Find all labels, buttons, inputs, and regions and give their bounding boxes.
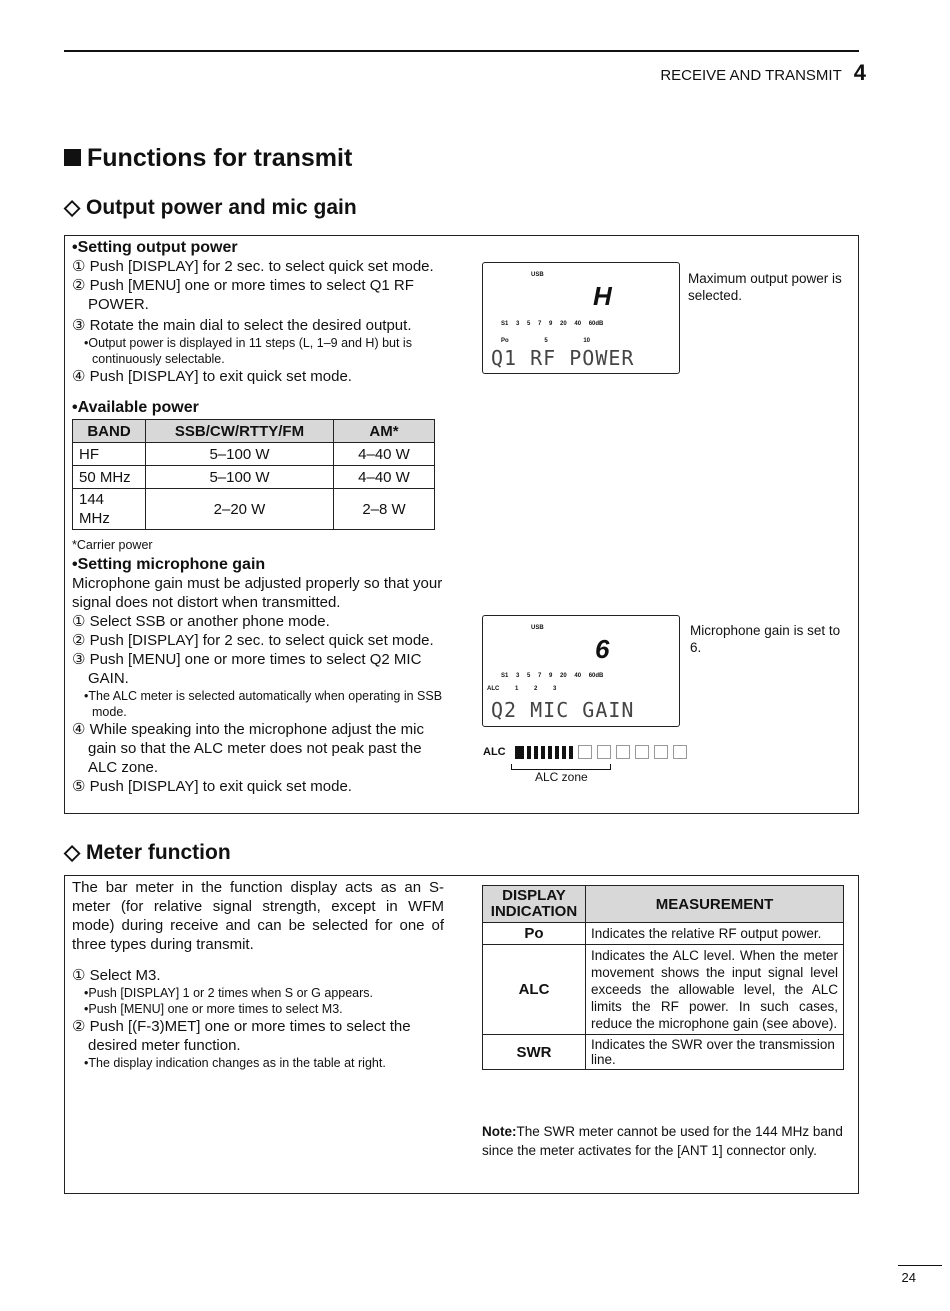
output-step-3: ③ Rotate the main dial to select the desired output. xyxy=(72,317,412,334)
table-row xyxy=(73,443,435,466)
available-power-heading: •Available power xyxy=(72,399,199,416)
lcd-display-mic-gain xyxy=(482,615,680,727)
meter-text-column xyxy=(72,878,444,1071)
table-cell: 5–100 W xyxy=(146,443,334,466)
meter-step-2-note: •The display indication changes as in the table at right. xyxy=(84,1056,386,1070)
output-power-column xyxy=(72,238,444,555)
table-row xyxy=(73,489,435,530)
display1-caption: Maximum output power is selected. xyxy=(688,271,842,303)
lcd-s-scale: S1 3 5 7 9 20 40 60dB xyxy=(501,321,604,327)
table-header: DISPLAY INDICATION xyxy=(483,886,586,923)
lcd-alc-scale: ALC 1 2 3 xyxy=(487,686,557,692)
swr-note xyxy=(482,1122,850,1160)
table-cell: Indicates the SWR over the transmission line. xyxy=(586,1035,844,1070)
note-label: Note: xyxy=(482,1124,517,1139)
alc-meter-label: ALC xyxy=(483,746,506,758)
table-cell: 50 MHz xyxy=(73,466,146,489)
table-cell: 144 MHz xyxy=(73,489,146,530)
table-header-row xyxy=(483,886,844,923)
table-cell: 2–20 W xyxy=(146,489,334,530)
table-row xyxy=(483,923,844,945)
output-step-2: ② Push [MENU] one or more times to select Q1 RF POWER. xyxy=(72,277,414,313)
alc-meter-segment xyxy=(569,746,573,759)
table-cell: HF xyxy=(73,443,146,466)
meter-step-1-note-2: •Push [MENU] one or more times to select M3. xyxy=(84,1002,343,1016)
table-header: AM* xyxy=(334,420,435,443)
display2-caption: Microphone gain is set to 6. xyxy=(690,623,841,655)
page-number: 24 xyxy=(901,1270,916,1285)
output-section-title: ◇ Output power and mic gain xyxy=(64,196,357,219)
table-cell: Indicates the relative RF output power. xyxy=(586,923,844,945)
mic-gain-heading: •Setting microphone gain xyxy=(72,556,266,573)
mic-step-3: ③ Push [MENU] one or more times to select Q2 MIC GAIN. xyxy=(72,651,422,687)
mic-step-1: ① Select SSB or another phone mode. xyxy=(72,613,330,630)
table-cell: Indicates the ALC level. When the meter movement shows the input signal level exceeds the allowable level, the ALC limits the RF power. In such cases, reduce the microphone gain (see above). xyxy=(586,945,844,1035)
square-bullet-icon xyxy=(64,149,81,166)
lcd-value: 6 xyxy=(595,634,610,664)
mic-step-2: ② Push [DISPLAY] for 2 sec. to select quick set mode. xyxy=(72,632,434,649)
page-title xyxy=(64,144,352,173)
alc-meter-segment xyxy=(534,746,538,759)
diamond-icon: ◇ xyxy=(64,841,81,864)
note-text: The SWR meter cannot be used for the 144 MHz band since the meter activates for the [ANT 1] connector only. xyxy=(482,1124,843,1158)
table-cell: 4–40 W xyxy=(334,443,435,466)
mic-gain-intro: Microphone gain must be adjusted properly so that your signal does not distort when transmitted. xyxy=(72,575,443,611)
setting-output-heading: •Setting output power xyxy=(72,239,238,256)
table-cell: 5–100 W xyxy=(146,466,334,489)
alc-meter-segment xyxy=(527,746,531,759)
lcd-mode: USB xyxy=(531,272,544,278)
alc-meter-segment xyxy=(515,746,524,759)
meter-step-1-note-1: •Push [DISPLAY] 1 or 2 times when S or G appears. xyxy=(84,986,374,1000)
alc-meter-segment xyxy=(562,746,566,759)
alc-zone-label: ALC zone xyxy=(535,770,588,784)
meter-function-table xyxy=(482,885,844,1070)
alc-meter-segment xyxy=(555,746,559,759)
table-header: BAND xyxy=(73,420,146,443)
section-name: RECEIVE AND TRANSMIT xyxy=(660,67,842,84)
lcd-s-scale: S1 3 5 7 9 20 40 60dB xyxy=(501,673,604,679)
alc-meter-empty-cell xyxy=(578,745,592,759)
lcd-value: H xyxy=(593,281,612,311)
table-cell: 4–40 W xyxy=(334,466,435,489)
meter-step-1: ① Select M3. xyxy=(72,967,161,984)
diamond-icon: ◇ xyxy=(64,196,81,219)
table-cell: Po xyxy=(483,923,586,945)
table-row xyxy=(483,945,844,1035)
alc-meter-empty-cell xyxy=(635,745,649,759)
table-row xyxy=(483,1035,844,1070)
running-header xyxy=(660,60,866,86)
footer-rule xyxy=(898,1265,942,1266)
alc-meter-empty-cell xyxy=(616,745,630,759)
alc-meter-segment xyxy=(541,746,545,759)
page-title-text: Functions for transmit xyxy=(87,144,353,172)
table-header: SSB/CW/RTTY/FM xyxy=(146,420,334,443)
lcd-display-rf-power xyxy=(482,262,680,374)
table-row xyxy=(73,466,435,489)
lcd-po-scale: Po 5 10 xyxy=(501,338,591,344)
alc-meter-segment xyxy=(548,746,552,759)
power-footnote: *Carrier power xyxy=(72,538,153,552)
lcd-menu-text: Q1 RF POWER xyxy=(491,346,635,370)
meter-intro: The bar meter in the function display acts as an S-meter (for relative signal strength, except in WFM mode) during receive and can be selected for one of three types during transmit. xyxy=(72,879,444,953)
alc-meter-empty-cell xyxy=(654,745,668,759)
output-step-1: ① Push [DISPLAY] for 2 sec. to select quick set mode. xyxy=(72,258,434,275)
alc-meter-empty-cell xyxy=(597,745,611,759)
table-header: MEASUREMENT xyxy=(586,886,844,923)
alc-meter-bar xyxy=(515,745,687,759)
meter-section-title: ◇ Meter function xyxy=(64,841,231,864)
mic-step-4: ④ While speaking into the microphone adjust the mic gain so that the ALC meter does not peak past the ALC zone. xyxy=(72,721,424,776)
table-cell: 2–8 W xyxy=(334,489,435,530)
table-header-row xyxy=(73,420,435,443)
table-cell: SWR xyxy=(483,1035,586,1070)
chapter-number: 4 xyxy=(853,60,866,85)
mic-step-5: ⑤ Push [DISPLAY] to exit quick set mode. xyxy=(72,778,352,795)
lcd-menu-text: Q2 MIC GAIN xyxy=(491,698,635,722)
output-step-4: ④ Push [DISPLAY] to exit quick set mode. xyxy=(72,368,352,385)
lcd-mode: USB xyxy=(531,625,544,631)
header-rule xyxy=(64,50,859,52)
table-cell: ALC xyxy=(483,945,586,1035)
mic-step-3-note: •The ALC meter is selected automatically when operating in SSB mode. xyxy=(84,689,443,719)
alc-meter-empty-cell xyxy=(673,745,687,759)
output-step-3-note: •Output power is displayed in 11 steps (L, 1–9 and H) but is continuously selectable. xyxy=(84,336,412,366)
meter-step-2: ② Push [(F-3)MET] one or more times to select the desired meter function. xyxy=(72,1018,411,1054)
available-power-table xyxy=(72,419,435,530)
mic-gain-column xyxy=(72,555,444,796)
